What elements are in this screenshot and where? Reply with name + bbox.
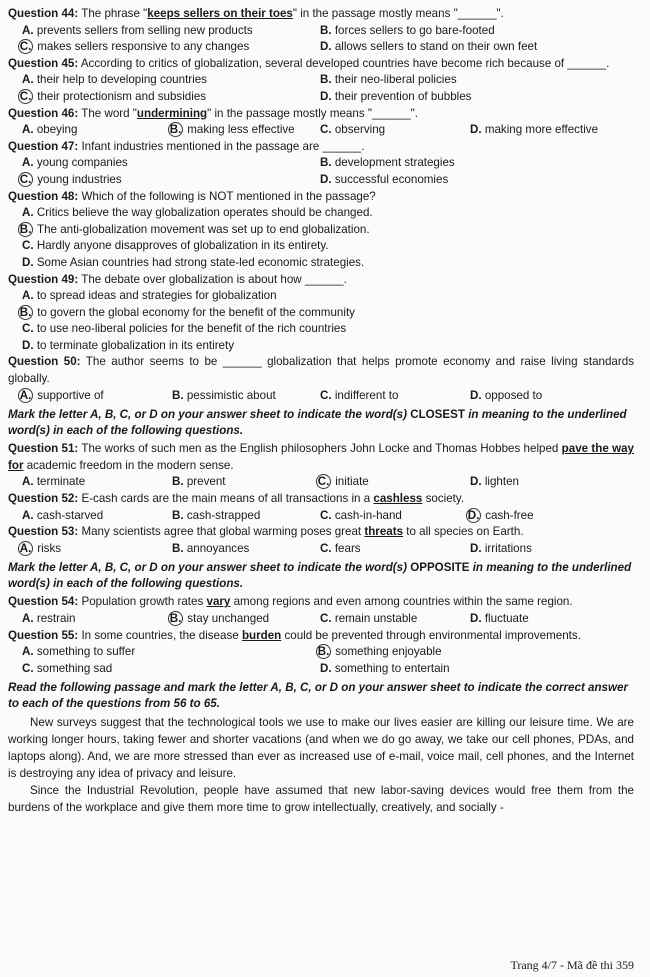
passage-paragraph: New surveys suggest that the technological tools we use to make our lives easier are killing our leisure time. We are working longer hours, taking fewer and shorter vacations (and when we do go away, we take our cell phones, PDAs, and laptops along). And, we are more stressed than ever as increased use of e-mail, voice mail, cell phones, and the Internet is destroying any idea of privacy and leisure. (8, 716, 634, 781)
option-letter: D. (470, 475, 482, 489)
option-text: cash-starved (36, 508, 104, 522)
answer-option (320, 23, 634, 40)
option-text: something to suffer (36, 645, 136, 659)
answer-option (22, 288, 634, 305)
question-45-stem: Question 45: According to critics of globalization, several developed countries have become rich because of ______. (8, 56, 610, 70)
option-text: cash-in-hand (334, 508, 402, 522)
answer-option (172, 474, 320, 491)
answer-option (22, 661, 320, 678)
option-text: something enjoyable (335, 645, 442, 659)
question-55 (8, 628, 634, 678)
option-letter: C. (320, 508, 332, 522)
circled-option-letter: C. (19, 89, 32, 103)
answer-option (22, 321, 634, 338)
answer-option (470, 611, 634, 628)
option-letter: D. (470, 541, 482, 555)
answer-option (22, 155, 320, 172)
answer-option (467, 508, 634, 525)
question-45-options (8, 72, 634, 105)
option-text: their help to developing countries (36, 73, 207, 87)
instruction-opposite: Mark the letter A, B, C, or D on your answer sheet to indicate the word(s) OPPOSITE in meaning to the underlined word(s) in each of the following questions. (8, 561, 632, 591)
option-letter: D. (320, 40, 332, 54)
question-50 (8, 354, 634, 404)
answer-option (22, 255, 634, 272)
option-text: irritations (484, 541, 532, 555)
question-45 (8, 56, 634, 106)
option-text: to spread ideas and strategies for globalization (36, 289, 277, 303)
answer-option (22, 23, 320, 40)
passage-paragraph: Since the Industrial Revolution, people have assumed that new labor-saving devices would free them from the burdens of the workplace and give them more time to grow intellectually, creatively, and socially - (8, 784, 634, 815)
exam-page (8, 6, 634, 816)
option-text: restrain (36, 612, 76, 625)
question-53-options (8, 541, 634, 558)
question-46-stem: Question 46: The word "undermining" in the passage mostly means "______". (8, 106, 418, 120)
option-text: cash-strapped (186, 508, 261, 522)
question-52-stem: Question 52: E-cash cards are the main means of all transactions in a cashless society. (8, 492, 465, 506)
answer-option (22, 508, 172, 525)
question-49 (8, 272, 634, 355)
circled-option-letter: A. (19, 388, 32, 402)
option-text: their protectionism and subsidies (37, 89, 207, 103)
option-text: terminate (36, 475, 86, 489)
option-text: opposed to (484, 388, 543, 402)
option-letter: D. (470, 123, 482, 137)
answer-option (22, 72, 320, 89)
option-text: fears (334, 541, 361, 555)
answer-option (19, 305, 634, 322)
option-letter: A. (22, 73, 34, 87)
option-text: The anti-globalization movement was set up to end globalization. (37, 222, 370, 236)
question-48-stem: Question 48: Which of the following is NOT mentioned in the passage? (8, 189, 376, 203)
option-letter: C. (22, 239, 34, 253)
answer-option (19, 89, 320, 106)
reading-passage (8, 714, 634, 816)
answer-option (470, 122, 634, 139)
option-text: Some Asian countries had strong state-led economic strategies. (36, 255, 365, 269)
answer-option (19, 39, 320, 56)
question-50-stem: Question 50: The author seems to be ______ globalization that helps promote economy and raise living standards globally. (8, 355, 634, 386)
answer-option (19, 172, 320, 189)
option-text: their prevention of bubbles (334, 89, 472, 103)
answer-option (169, 122, 320, 139)
answer-option (320, 172, 634, 189)
answer-option (320, 89, 634, 106)
question-47 (8, 139, 634, 189)
option-letter: C. (22, 661, 34, 675)
question-53-stem: Question 53: Many scientists agree that global warming poses great threats to all species on Earth. (8, 525, 524, 539)
answer-option (22, 644, 320, 661)
option-text: initiate (335, 475, 369, 489)
option-letter: D. (320, 661, 332, 675)
answer-option (22, 205, 634, 222)
question-46 (8, 106, 634, 139)
question-44 (8, 6, 634, 56)
option-text: supportive of (37, 388, 104, 402)
option-letter: C. (320, 123, 332, 137)
question-51 (8, 441, 634, 491)
option-letter: D. (320, 89, 332, 103)
answer-option (320, 611, 470, 628)
question-55-options (8, 644, 634, 677)
answer-option (470, 388, 634, 405)
option-letter: D. (22, 255, 34, 269)
option-text: young companies (36, 156, 128, 170)
circled-option-letter: B. (19, 222, 32, 236)
answer-option (19, 222, 634, 239)
answer-option (320, 72, 634, 89)
option-letter: C. (320, 612, 332, 625)
option-text: something to entertain (334, 661, 450, 675)
option-letter: A. (22, 289, 34, 303)
circled-option-letter: C. (19, 172, 32, 186)
option-text: allows sellers to stand on their own feet (334, 40, 538, 54)
option-text: observing (334, 123, 386, 137)
instruction-passage: Read the following passage and mark the letter A, B, C, or D on your answer sheet to indicate the correct answer to each of the questions from 56 to 65. (8, 681, 628, 711)
question-52-options (8, 508, 634, 525)
question-51-stem: Question 51: The works of such men as the English philosophers John Locke and Thomas Hobbes helped pave the way for academic freedom in the modern sense. (8, 442, 634, 472)
answer-option (470, 474, 634, 491)
option-text: makes sellers responsive to any changes (37, 40, 250, 54)
option-letter: A. (22, 23, 34, 37)
answer-option (470, 541, 634, 558)
answer-option (320, 388, 470, 405)
option-text: annoyances (186, 541, 250, 555)
question-54-stem: Question 54: Population growth rates vary among regions and even among countries within the same region. (8, 595, 573, 609)
option-letter: B. (172, 388, 184, 402)
option-letter: A. (22, 645, 34, 659)
question-47-stem: Question 47: Infant industries mentioned in the passage are ______. (8, 139, 365, 153)
option-text: prevent (186, 475, 226, 489)
answer-option (317, 474, 470, 491)
option-text: Hardly anyone disapproves of globalization in its entirety. (36, 239, 329, 253)
option-letter: B. (320, 23, 332, 37)
option-text: pessimistic about (186, 388, 276, 402)
circled-option-letter: B. (169, 612, 182, 625)
answer-option (317, 644, 634, 661)
option-letter: A. (22, 156, 34, 170)
option-text: cash-free (485, 508, 534, 522)
answer-option (22, 238, 634, 255)
answer-option (172, 508, 320, 525)
option-letter: A. (22, 123, 34, 137)
question-49-stem: Question 49: The debate over globalization is about how ______. (8, 272, 347, 286)
option-text: their neo-liberal policies (334, 73, 457, 87)
option-text: to terminate globalization in its entirety (36, 338, 235, 352)
option-letter: B. (172, 541, 184, 555)
answer-option (320, 39, 634, 56)
question-52 (8, 491, 634, 524)
answer-option (172, 388, 320, 405)
option-text: making less effective (187, 123, 295, 137)
option-letter: B. (172, 508, 184, 522)
circled-option-letter: A. (19, 541, 32, 555)
option-text: lighten (484, 475, 519, 489)
question-44-options (8, 23, 634, 56)
answer-option (320, 155, 634, 172)
option-text: Critics believe the way globalization operates should be changed. (36, 206, 373, 220)
answer-option (22, 611, 172, 628)
answer-option (169, 611, 320, 628)
answer-option (22, 474, 172, 491)
option-text: making more effective (484, 123, 599, 137)
option-letter: C. (320, 388, 332, 402)
question-55-stem: Question 55: In some countries, the disease burden could be prevented through environmental improvements. (8, 628, 581, 642)
option-text: risks (37, 541, 62, 555)
option-text: something sad (36, 661, 113, 675)
answer-option (320, 122, 470, 139)
circled-option-letter: B. (169, 123, 182, 137)
option-letter: B. (320, 156, 332, 170)
option-text: forces sellers to go bare-footed (334, 23, 495, 37)
question-54 (8, 594, 634, 627)
question-47-options (8, 155, 634, 188)
option-text: remain unstable (334, 612, 418, 625)
question-51-options (8, 474, 634, 491)
option-text: prevents sellers from selling new products (36, 23, 253, 37)
option-text: to govern the global economy for the benefit of the community (37, 305, 355, 319)
question-54-options (8, 611, 634, 628)
circled-option-letter: C. (317, 475, 330, 489)
option-text: young industries (37, 172, 122, 186)
option-letter: B. (172, 475, 184, 489)
question-46-options (8, 122, 634, 139)
circled-option-letter: D. (467, 508, 480, 522)
question-48-options (8, 205, 634, 271)
answer-option (320, 661, 634, 678)
option-letter: D. (320, 172, 332, 186)
circled-option-letter: B. (317, 645, 330, 659)
answer-option (22, 122, 172, 139)
option-letter: A. (22, 475, 34, 489)
option-letter: A. (22, 612, 34, 625)
option-text: development strategies (334, 156, 455, 170)
option-letter: D. (470, 388, 482, 402)
answer-option (320, 508, 470, 525)
option-text: successful economies (334, 172, 449, 186)
circled-option-letter: B. (19, 305, 32, 319)
option-text: indifferent to (334, 388, 399, 402)
answer-option (172, 541, 320, 558)
question-53 (8, 524, 634, 557)
option-letter: C. (22, 322, 34, 336)
answer-option (22, 338, 634, 355)
option-letter: A. (22, 206, 34, 220)
circled-option-letter: C. (19, 40, 32, 54)
question-48 (8, 189, 634, 272)
option-text: to use neo-liberal policies for the benefit of the rich countries (36, 322, 347, 336)
page-footer: Trang 4/7 - Mã đề thi 359 (510, 958, 634, 972)
option-text: stay unchanged (187, 612, 270, 625)
option-text: fluctuate (484, 612, 529, 625)
answer-option (320, 541, 470, 558)
option-letter: A. (22, 508, 34, 522)
question-44-stem: Question 44: The phrase "keeps sellers on their toes" in the passage mostly means "______". (8, 7, 504, 20)
option-text: obeying (36, 123, 78, 137)
option-letter: B. (320, 73, 332, 87)
answer-option (19, 388, 172, 405)
question-49-options (8, 288, 634, 354)
question-50-options (8, 388, 634, 405)
answer-option (19, 541, 172, 558)
option-letter: D. (470, 612, 482, 625)
option-letter: D. (22, 338, 34, 352)
option-letter: C. (320, 541, 332, 555)
instruction-closest: Mark the letter A, B, C, or D on your answer sheet to indicate the word(s) CLOSEST in meaning to the underlined word(s) in each of the following questions. (8, 408, 627, 438)
